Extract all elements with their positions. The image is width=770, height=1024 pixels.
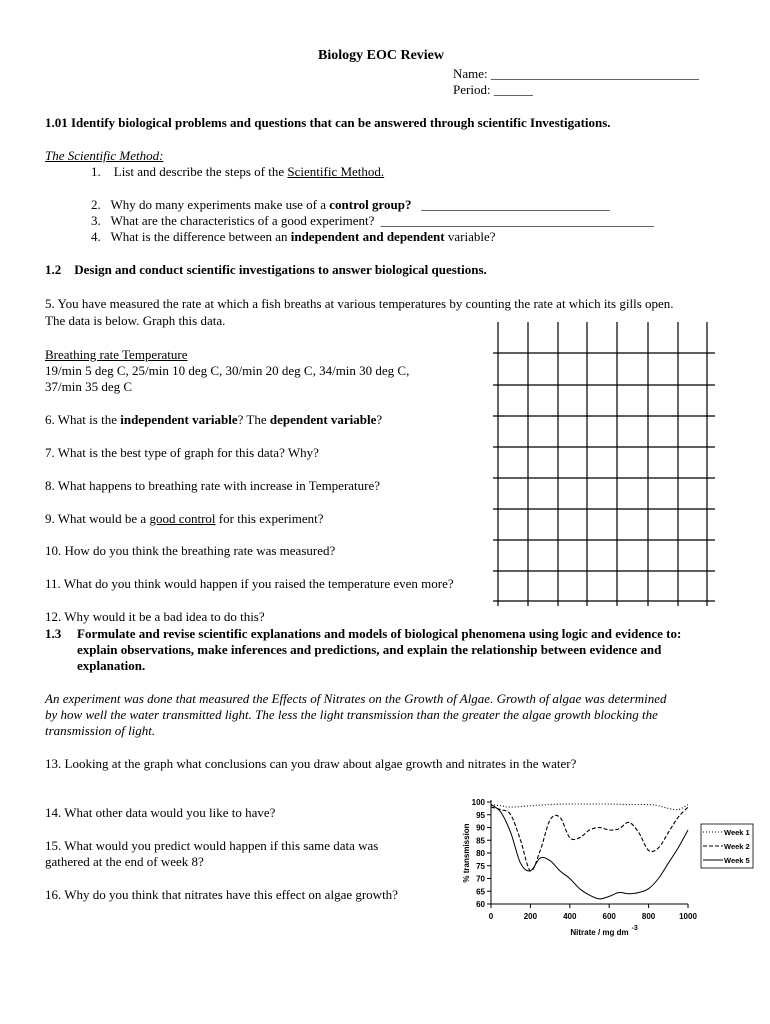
section-13-heading-number: 1.3 bbox=[45, 626, 62, 641]
x-tick-label: 800 bbox=[641, 912, 656, 921]
control-group-term: control group? bbox=[329, 197, 412, 212]
series-line-week-1 bbox=[491, 804, 688, 810]
question-12: 12. Why would it be a bad idea to do this? bbox=[45, 609, 265, 624]
x-tick-label: 600 bbox=[602, 912, 616, 921]
y-axis-label: % transmission bbox=[462, 823, 471, 883]
answer-blank[interactable]: __________________________________________ bbox=[380, 213, 654, 228]
data-line-1: 19/min 5 deg C, 25/min 10 deg C, 30/min 20 deg C, 34/min 30 deg C, bbox=[45, 363, 410, 378]
y-tick-label: 85 bbox=[476, 836, 485, 846]
question-4 bbox=[91, 229, 496, 245]
x-tick-label: 0 bbox=[488, 912, 494, 921]
legend-label-week-5: Week 5 bbox=[724, 856, 750, 865]
good-control-term: good control bbox=[149, 511, 216, 526]
x-tick-label: 400 bbox=[563, 912, 577, 921]
question-5-line-1: 5. You have measured the rate at which a fish breaths at various temperatures by counting the rate at which its gills open. bbox=[45, 296, 674, 311]
y-tick-label: 80 bbox=[476, 849, 485, 858]
y-tick-label: 75 bbox=[476, 861, 485, 871]
variable-terms: independent and dependent bbox=[290, 229, 445, 244]
question-text: What are the characteristics of a good experiment? bbox=[110, 213, 375, 228]
name-row bbox=[453, 66, 699, 82]
question-tail: for this experiment? bbox=[215, 511, 324, 526]
question-14: 14. What other data would you like to have? bbox=[45, 805, 276, 820]
x-tick-label: 1000 bbox=[679, 912, 697, 921]
dependent-variable-term: dependent variable bbox=[269, 412, 377, 427]
section-title: Design and conduct scientific investigations to answer biological questions. bbox=[74, 262, 487, 277]
question-text: 6. What is the bbox=[45, 412, 121, 427]
section-13-heading-line-2: explain observations, make inferences and predictions, and explain the relationship between evidence and bbox=[77, 642, 662, 657]
y-tick-label: 65 bbox=[476, 887, 485, 897]
section-101-heading: 1.01 Identify biological problems and questions that can be answered through scientific Investigations. bbox=[45, 115, 611, 130]
scientific-method-subheading: The Scientific Method: bbox=[45, 148, 164, 163]
question-3 bbox=[91, 213, 654, 229]
period-label: Period: bbox=[453, 82, 491, 97]
experiment-intro-line-3: transmission of light. bbox=[45, 723, 156, 738]
legend-label-week-2: Week 2 bbox=[724, 842, 750, 851]
question-5-line-2: The data is below. Graph this data. bbox=[45, 313, 226, 328]
question-text: List and describe the steps of the bbox=[113, 164, 288, 179]
section-13-heading-line-3: explanation. bbox=[77, 658, 146, 673]
experiment-intro-line-1: An experiment was done that measured the Effects of Nitrates on the Growth of Algae. Growth of algae was determined bbox=[45, 691, 667, 706]
name-field[interactable]: ________________________________ bbox=[490, 66, 699, 81]
name-label: Name: bbox=[453, 66, 488, 81]
data-line-2: 37/min 35 deg C bbox=[45, 379, 133, 394]
page-title: Biology EOC Review bbox=[318, 48, 444, 63]
scientific-method-term: Scientific Method. bbox=[287, 164, 385, 179]
legend-label-week-1: Week 1 bbox=[724, 828, 750, 837]
experiment-intro-line-2: by how well the water transmitted light. The less the light transmission than the greater the algae growth blocking the bbox=[45, 707, 658, 722]
question-2 bbox=[91, 197, 610, 213]
x-tick-label: 200 bbox=[523, 912, 538, 921]
question-text: 9. What would be a bbox=[45, 511, 150, 526]
period-row bbox=[453, 82, 533, 98]
y-tick-label: 90 bbox=[476, 823, 485, 833]
question-1 bbox=[91, 164, 384, 180]
question-text: Why do many experiments make use of a bbox=[110, 197, 330, 212]
independent-variable-term: independent variable bbox=[120, 412, 238, 427]
y-tick-label: 60 bbox=[476, 900, 485, 909]
section-13-heading-line-1: Formulate and revise scientific explanations and models of biological phenomena using logic and evidence to: bbox=[77, 626, 682, 641]
answer-blank[interactable]: _____________________________ bbox=[421, 197, 610, 212]
x-axis-label-exponent: -3 bbox=[631, 925, 638, 932]
question-number: 1. bbox=[91, 164, 101, 179]
question-16: 16. Why do you think that nitrates have this effect on algae growth? bbox=[45, 887, 398, 902]
question-number: 2. bbox=[91, 197, 101, 212]
question-15-line-1: 15. What would you predict would happen if this same data was bbox=[45, 838, 379, 853]
question-15-line-2: gathered at the end of week 8? bbox=[45, 854, 204, 869]
question-tail: ? bbox=[376, 412, 383, 427]
question-tail: variable? bbox=[444, 229, 496, 244]
period-field[interactable]: ______ bbox=[493, 82, 533, 97]
y-tick-label: 70 bbox=[476, 874, 485, 884]
question-8: 8. What happens to breathing rate with increase in Temperature? bbox=[45, 478, 381, 493]
question-number: 3. bbox=[91, 213, 101, 228]
question-11: 11. What do you think would happen if you raised the temperature even more? bbox=[45, 576, 454, 591]
question-13: 13. Looking at the graph what conclusions can you draw about algae growth and nitrates in the water? bbox=[45, 756, 577, 771]
nitrate-transmission-chart bbox=[455, 790, 755, 950]
section-12-heading bbox=[45, 262, 487, 278]
question-text: ? The bbox=[237, 412, 270, 427]
question-9 bbox=[45, 511, 323, 527]
section-number: 1.2 bbox=[45, 262, 62, 277]
y-tick-label: 100 bbox=[471, 798, 485, 807]
question-10: 10. How do you think the breathing rate was measured? bbox=[45, 543, 336, 558]
question-6 bbox=[45, 412, 382, 428]
data-table-header: Breathing rate Temperature bbox=[45, 347, 188, 362]
blank-graph-grid[interactable] bbox=[493, 322, 715, 606]
question-7: 7. What is the best type of graph for this data? Why? bbox=[45, 445, 319, 460]
y-tick-label: 95 bbox=[476, 810, 485, 820]
question-number: 4. bbox=[91, 229, 101, 244]
series-line-week-5 bbox=[491, 805, 688, 899]
question-text: What is the difference between an bbox=[110, 229, 291, 244]
series-line-week-2 bbox=[491, 807, 688, 871]
x-axis-label: Nitrate / mg dm bbox=[570, 928, 629, 937]
